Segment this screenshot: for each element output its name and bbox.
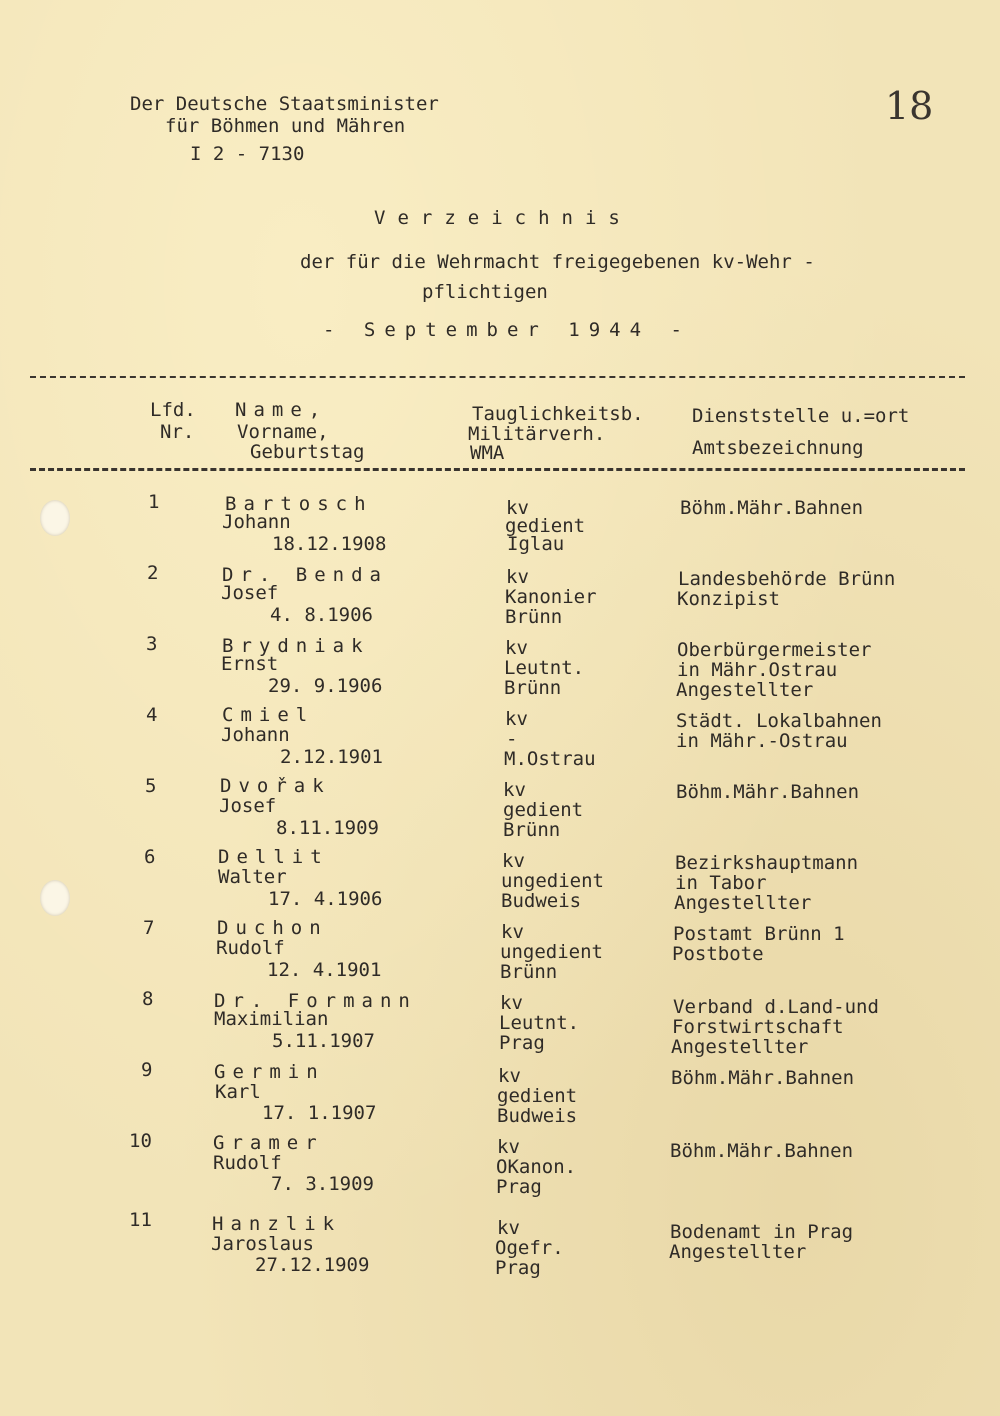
row-number: 1 <box>148 491 160 513</box>
row-office-2: Angestellter <box>669 1241 807 1263</box>
row-birthdate: 5.11.1907 <box>272 1030 375 1052</box>
row-fitness: kv <box>498 1065 521 1087</box>
col-name-1: Name, <box>235 399 328 421</box>
row-fitness: kv <box>501 921 524 943</box>
row-birthdate: 27.12.1909 <box>255 1254 370 1276</box>
page-number: 18 <box>885 84 934 128</box>
row-firstname: Josef <box>221 582 279 604</box>
row-service: Leutnt. <box>504 657 585 679</box>
row-number: 11 <box>129 1209 152 1231</box>
row-surname: Dvořak <box>220 775 331 797</box>
row-number: 8 <box>142 988 154 1010</box>
col-dienst-1: Dienststelle u.=ort <box>692 405 910 427</box>
row-firstname: Johann <box>221 724 290 746</box>
title-date: - September 1944 - <box>323 319 691 341</box>
col-name-2: Vorname, <box>237 421 329 443</box>
row-service: Leutnt. <box>499 1012 580 1034</box>
row-number: 4 <box>146 704 158 726</box>
table-row <box>0 776 1000 848</box>
col-dienst-2: Amtsbezeichnung <box>692 437 864 459</box>
row-number: 10 <box>129 1130 152 1152</box>
row-birthdate: 12. 4.1901 <box>267 959 382 981</box>
row-firstname: Karl <box>215 1081 261 1103</box>
row-office-1: Verband d.Land-und <box>673 996 879 1018</box>
row-office-3: Angestellter <box>676 679 814 701</box>
row-fitness: kv <box>505 637 528 659</box>
row-office-1: Landesbehörde Brünn <box>678 568 896 590</box>
row-number: 2 <box>147 562 159 584</box>
row-number: 6 <box>144 846 156 868</box>
rule-top <box>30 376 965 378</box>
title-line-2: der für die Wehrmacht freigegebenen kv-Wehr - <box>300 251 815 273</box>
table-row <box>0 1131 1000 1203</box>
row-service: OKanon. <box>496 1156 577 1178</box>
row-firstname: Rudolf <box>213 1152 282 1174</box>
row-birthdate: 2.12.1901 <box>280 746 383 768</box>
row-surname: Brydniak <box>222 635 370 657</box>
row-fitness: kv <box>506 566 529 588</box>
row-birthdate: 7. 3.1909 <box>271 1173 374 1195</box>
row-service: gedient <box>497 1085 578 1107</box>
row-office-1: Böhm.Mähr.Bahnen <box>670 1140 854 1162</box>
row-district: Brünn <box>505 606 563 628</box>
row-office-1: Städt. Lokalbahnen <box>676 710 882 732</box>
row-surname: Bartosch <box>225 493 373 515</box>
row-service: gedient <box>505 515 586 537</box>
row-office-2: in Mähr.-Ostrau <box>676 730 848 752</box>
rule-header-bottom <box>30 468 965 471</box>
row-surname: Dellit <box>218 846 329 868</box>
col-name-3: Geburtstag <box>250 441 365 463</box>
row-district: Brünn <box>504 677 562 699</box>
row-district: M.Ostrau <box>504 748 596 770</box>
title-line-3: pflichtigen <box>422 281 548 303</box>
col-nr-1: Lfd. <box>150 399 196 421</box>
row-surname: Cmiel <box>222 704 315 726</box>
row-firstname: Johann <box>222 511 291 533</box>
row-service: ungedient <box>500 941 603 963</box>
table-row <box>0 1210 1000 1282</box>
row-surname: Hanzlik <box>212 1213 342 1235</box>
row-firstname: Maximilian <box>214 1008 329 1030</box>
row-birthdate: 18.12.1908 <box>272 533 387 555</box>
table-row <box>0 563 1000 635</box>
row-district: Prag <box>496 1176 542 1198</box>
table-row <box>0 989 1000 1061</box>
row-fitness: kv <box>502 850 525 872</box>
row-district: Prag <box>499 1032 545 1054</box>
row-service: Kanonier <box>505 586 597 608</box>
reference-number: I 2 - 7130 <box>190 143 305 165</box>
row-surname: Duchon <box>217 917 328 939</box>
row-number: 9 <box>141 1059 153 1081</box>
row-birthdate: 17. 1.1907 <box>262 1102 377 1124</box>
table-row <box>0 634 1000 706</box>
table-row <box>0 847 1000 919</box>
row-office-1: Bodenamt in Prag <box>670 1221 854 1243</box>
row-service: - <box>506 728 518 750</box>
row-service: ungedient <box>501 870 604 892</box>
col-mil-3: WMA <box>470 442 505 464</box>
row-firstname: Walter <box>218 866 287 888</box>
table-row <box>0 918 1000 990</box>
table-row <box>0 1060 1000 1132</box>
row-service: gedient <box>503 799 584 821</box>
row-fitness: kv <box>505 708 528 730</box>
row-office-1: Böhm.Mähr.Bahnen <box>676 781 860 803</box>
table-row <box>0 492 1000 564</box>
header-line-1: Der Deutsche Staatsminister <box>130 93 439 115</box>
row-office-3: Angestellter <box>671 1036 809 1058</box>
row-surname: Dr. Formann <box>214 990 417 1012</box>
row-office-1: Postamt Brünn 1 <box>673 923 845 945</box>
row-birthdate: 4. 8.1906 <box>270 604 373 626</box>
row-office-2: in Mähr.Ostrau <box>677 659 838 681</box>
title-word: Verzeichnis <box>374 207 632 229</box>
row-number: 3 <box>146 633 158 655</box>
row-district: Prag <box>495 1257 541 1279</box>
row-office-1: Oberbürgermeister <box>677 639 872 661</box>
row-firstname: Ernst <box>221 653 279 675</box>
row-fitness: kv <box>506 497 529 519</box>
row-surname: Gramer <box>213 1132 324 1154</box>
row-office-1: Böhm.Mähr.Bahnen <box>680 497 864 519</box>
row-fitness: kv <box>503 779 526 801</box>
row-number: 5 <box>145 775 157 797</box>
row-office-2: Konzipist <box>677 588 780 610</box>
row-fitness: kv <box>500 992 523 1014</box>
row-firstname: Jaroslaus <box>211 1233 314 1255</box>
col-mil-2: Militärverh. <box>468 423 606 445</box>
col-nr-2: Nr. <box>160 421 195 443</box>
row-office-2: in Tabor <box>675 872 767 894</box>
row-surname: Germin <box>214 1061 325 1083</box>
row-birthdate: 17. 4.1906 <box>268 888 383 910</box>
row-service: Ogefr. <box>495 1237 564 1259</box>
row-birthdate: 8.11.1909 <box>276 817 379 839</box>
header-line-2: für Böhmen und Mähren <box>165 115 406 137</box>
row-number: 7 <box>143 917 155 939</box>
row-office-3: Angestellter <box>674 892 812 914</box>
row-firstname: Rudolf <box>216 937 285 959</box>
row-office-1: Bezirkshauptmann <box>675 852 859 874</box>
row-district: Iglau <box>507 533 565 555</box>
table-row <box>0 705 1000 777</box>
col-mil-1: Tauglichkeitsb. <box>472 403 644 425</box>
row-fitness: kv <box>497 1136 520 1158</box>
row-district: Brünn <box>500 961 558 983</box>
row-birthdate: 29. 9.1906 <box>268 675 383 697</box>
row-surname: Dr. Benda <box>222 564 388 586</box>
row-fitness: kv <box>497 1217 520 1239</box>
row-office-2: Forstwirtschaft <box>672 1016 844 1038</box>
row-district: Budweis <box>497 1105 578 1127</box>
row-district: Brünn <box>503 819 561 841</box>
row-firstname: Josef <box>219 795 277 817</box>
row-office-1: Böhm.Mähr.Bahnen <box>671 1067 855 1089</box>
row-office-2: Postbote <box>672 943 764 965</box>
row-district: Budweis <box>501 890 582 912</box>
